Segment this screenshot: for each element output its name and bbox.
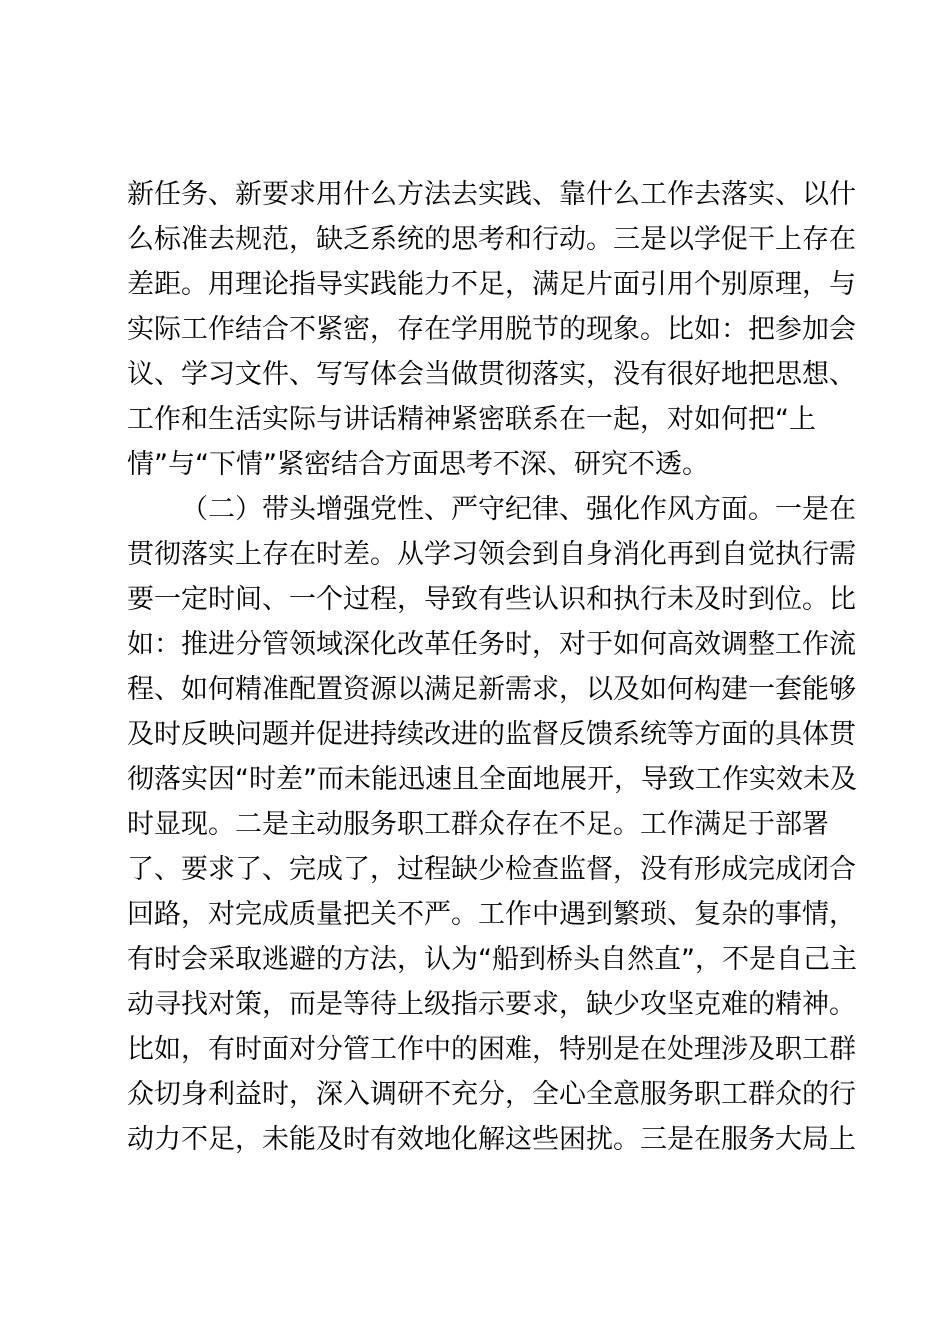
text-line: 议、学习文件、写写体会当做贯彻落实，没有很好地把思想、	[127, 359, 856, 390]
text-line: 贯彻落实上存在时差。从学习领会到自身消化再到自觉执行需	[127, 539, 856, 570]
text-line: 比如，有时面对分管工作中的困难，特别是在处理涉及职工群	[127, 1034, 856, 1065]
text-line: 及时反映问题并促进持续改进的监督反馈系统等方面的具体贯	[127, 719, 856, 750]
text-line: 时显现。二是主动服务职工群众存在不足。工作满足于部署	[127, 809, 829, 840]
text-line: 情”与“下情”紧密结合方面思考不深、研究不透。	[127, 449, 709, 480]
text-line: 差距。用理论指导实践能力不足，满足片面引用个别原理，与	[127, 269, 856, 300]
text-line: 如：推进分管领域深化改革任务时，对于如何高效调整工作流	[127, 629, 856, 660]
text-line: 工作和生活实际与讲话精神紧密联系在一起，对如何把“上	[127, 404, 816, 435]
text-line: 动力不足，未能及时有效地化解这些困扰。三是在服务大局上	[127, 1124, 856, 1155]
text-line: 动寻找对策，而是等待上级指示要求，缺少攻坚克难的精神。	[127, 989, 856, 1020]
text-line: 了、要求了、完成了，过程缺少检查监督，没有形成完成闭合	[127, 854, 856, 885]
text-line: 众切身利益时，深入调研不充分，全心全意服务职工群众的行	[127, 1079, 856, 1110]
text-line: 新任务、新要求用什么方法去实践、靠什么工作去落实、以什	[127, 179, 856, 210]
text-line: 程、如何精准配置资源以满足新需求，以及如何构建一套能够	[127, 674, 856, 705]
text-line: 实际工作结合不紧密，存在学用脱节的现象。比如：把参加会	[127, 314, 856, 345]
text-line: 回路，对完成质量把关不严。工作中遇到繁琐、复杂的事情，	[127, 899, 856, 930]
text-line: 有时会采取逃避的方法，认为“船到桥头自然直”，不是自己主	[127, 944, 857, 975]
text-line: 要一定时间、一个过程，导致有些认识和执行未及时到位。比	[127, 584, 856, 615]
section-heading-line: （二）带头增强党性、严守纪律、强化作风方面。一是在	[181, 494, 856, 525]
text-line: 么标准去规范，缺乏系统的思考和行动。三是以学促干上存在	[127, 224, 856, 255]
text-line: 彻落实因“时差”而未能迅速且全面地展开，导致工作实效未及	[127, 764, 857, 795]
